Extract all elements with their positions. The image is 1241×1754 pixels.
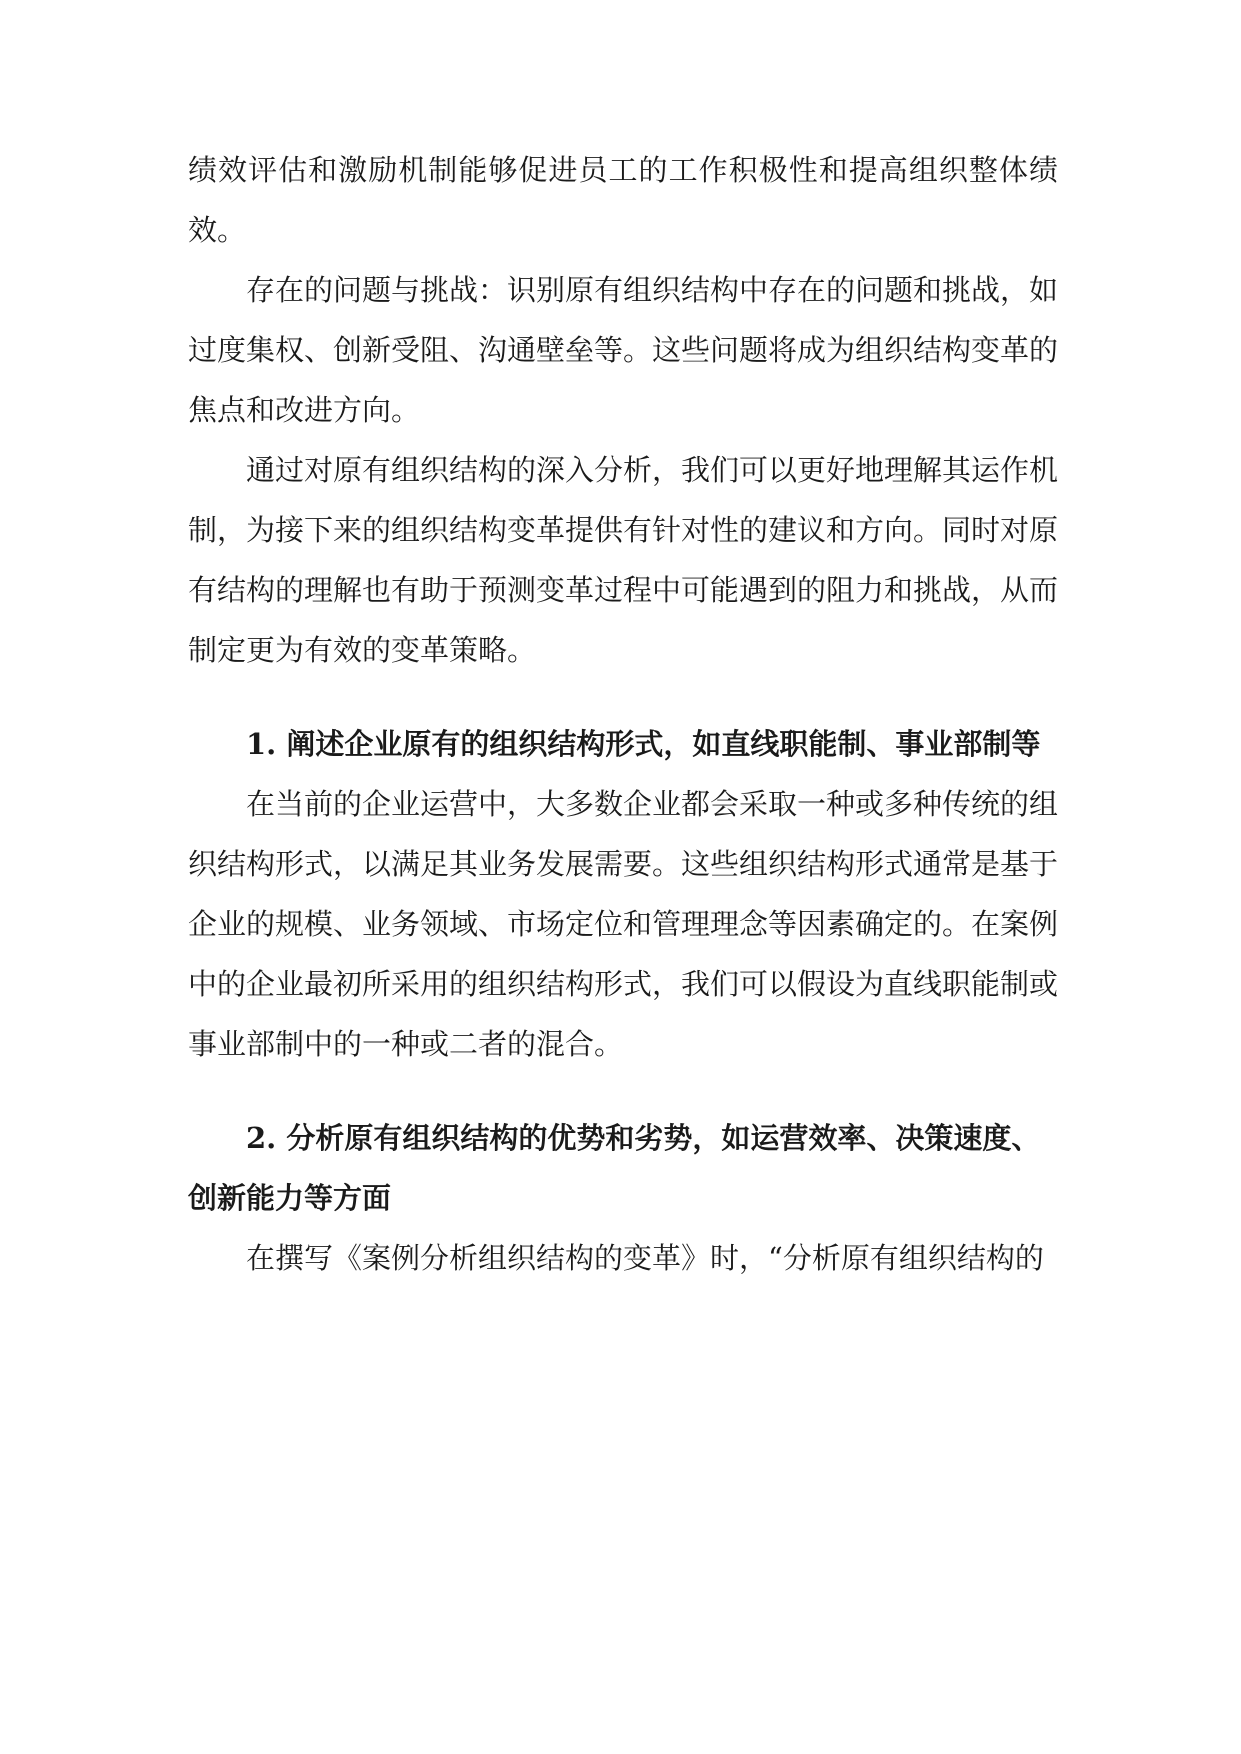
paragraph-continued: 绩效评估和激励机制能够促进员工的工作积极性和提高组织整体绩效。 [188,153,1058,247]
paragraph-problems-challenges: 存在的问题与挑战：识别原有组织结构中存在的问题和挑战，如过度集权、创新受阻、沟通壁垒等。这些问题将成为组织结构变革的焦点和改进方向。 [188,273,1059,427]
section-heading-2: 2. 分析原有组织结构的优势和劣势，如运营效率、决策速度、创新能力等方面 [188,1121,1041,1215]
section-heading-1: 1. 阐述企业原有的组织结构形式，如直线职能制、事业部制等 [246,727,1041,761]
section-2-paragraph: 在撰写《案例分析组织结构的变革》时，“分析原有组织结构的 [246,1241,1044,1275]
document-body [188,140,1058,1288]
section-1-paragraph: 在当前的企业运营中，大多数企业都会采取一种或多种传统的组织结构形式，以满足其业务发展需要。这些组织结构形式通常是基于企业的规模、业务领域、市场定位和管理理念等因素确定的。在案例中的企业最初所采用的组织结构形式，我们可以假设为直线职能制或事业部制中的一种或二者的混合。 [188,787,1059,1061]
paragraph-analysis-summary: 通过对原有组织结构的深入分析，我们可以更好地理解其运作机制，为接下来的组织结构变革提供有针对性的建议和方向。同时对原有结构的理解也有助于预测变革过程中可能遇到的阻力和挑战，从而制定更为有效的变革策略。 [188,453,1059,667]
